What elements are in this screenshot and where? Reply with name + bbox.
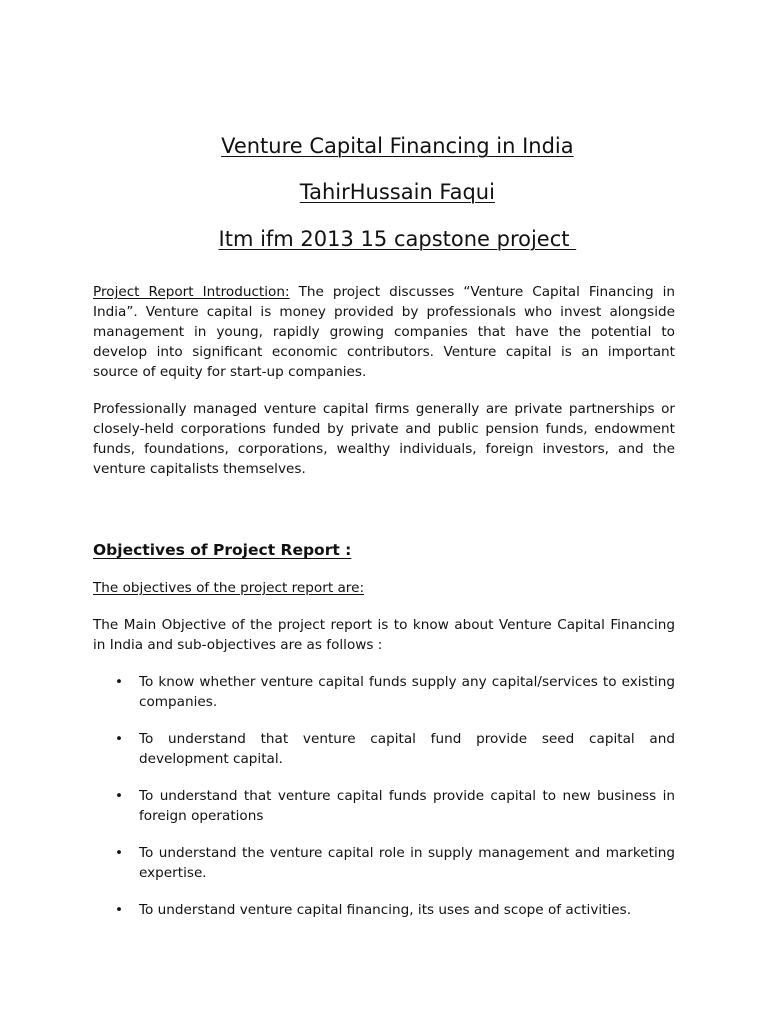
list-item-text: To understand that venture capital fund provide seed capital and development capital. [139, 731, 675, 767]
objectives-heading: Objectives of Project Report : [93, 541, 352, 559]
list-item-text: To understand that venture capital funds provide capital to new business in foreign operations [139, 788, 675, 824]
bullet-icon: • [115, 902, 124, 918]
intro-label: Project Report Introduction: [93, 284, 290, 300]
list-item-text: To understand venture capital financing, its uses and scope of activities. [139, 902, 632, 918]
bullet-icon: • [115, 674, 124, 690]
list-item [93, 729, 675, 769]
list-item [93, 843, 675, 883]
list-item-text: To know whether venture capital funds supply any capital/services to existing companies. [139, 674, 675, 710]
objectives-list [93, 672, 675, 937]
bullet-icon: • [115, 788, 124, 804]
list-item [93, 786, 675, 826]
bullet-icon: • [115, 845, 124, 861]
list-item-text: To understand the venture capital role in supply management and marketing expertise. [139, 845, 675, 881]
list-item [93, 900, 675, 920]
bullet-icon: • [115, 731, 124, 747]
project-subtitle [0, 200, 768, 278]
intro-paragraph [93, 282, 675, 382]
project-subtitle-text: Itm ifm 2013 15 capstone project [218, 227, 577, 251]
objectives-intro-paragraph: The Main Objective of the project report is to know about Venture Capital Financing in India and sub-objectives are as follows : [93, 617, 675, 653]
objectives-subheading: The objectives of the project report are: [93, 580, 365, 596]
intro-text: The project discusses “Venture Capital Financing in India”. Venture capital is money provided by professionals who invest alongside management in young, rapidly growing companies that have the potential to develop into significant economic contributors. Venture capital is an important source of equity for start-up companies. [93, 284, 675, 380]
document-title-text: Venture Capital Financing in India [221, 134, 574, 158]
author-name-text: TahirHussain Faqui [299, 180, 495, 204]
list-item [93, 672, 675, 712]
firms-paragraph: Professionally managed venture capital firms generally are private partnerships or closely-held corporations funded by private and public pension funds, endowment funds, foundations, corporations, wealthy individuals, foreign investors, and the venture capitalists themselves. [93, 401, 675, 477]
